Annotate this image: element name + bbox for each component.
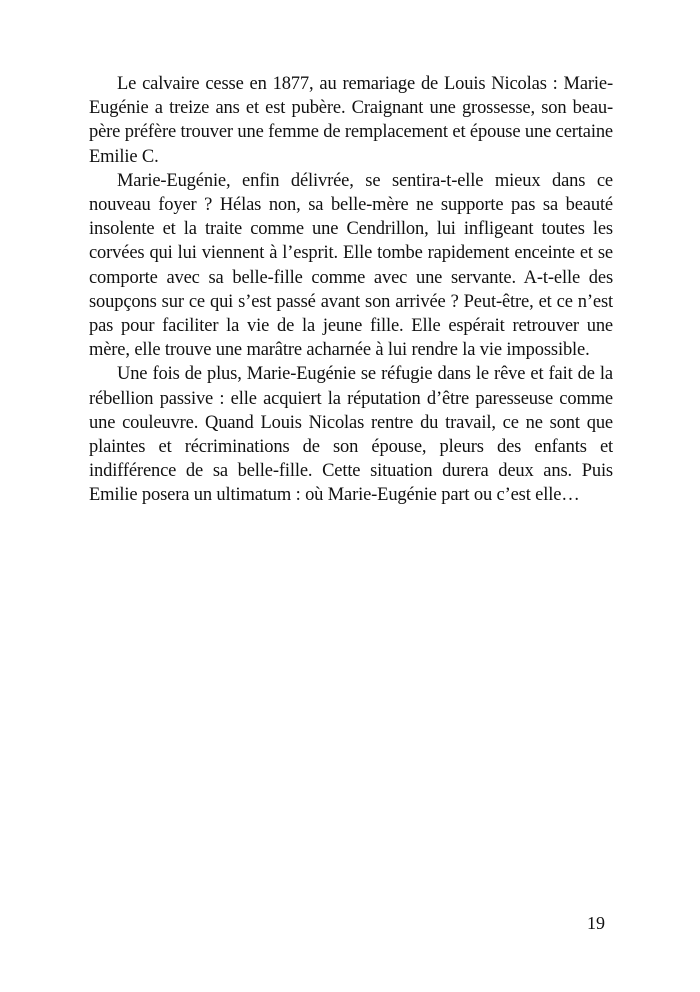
paragraph: Le calvaire cesse en 1877, au remariage de Louis Nicolas : Marie-Eugénie a treize ans et est pubère. Craignant une grossesse, son beau-père préfère trouver une femme de remplacement et épouse une certaine Emilie C. (89, 74, 613, 167)
page-number: 19 (587, 913, 605, 933)
body-text (89, 72, 613, 508)
paragraph: Marie-Eugénie, enfin délivrée, se sentira-t-elle mieux dans ce nouveau foyer ? Hélas non, sa belle-mère ne supporte pas sa beauté insolente et la traite comme une Cendrillon, lui infligeant toutes les corvées qui lui viennent à l’esprit. Elle tombe rapidement enceinte et se comporte avec sa belle-fille comme avec une servante. A-t-elle des soupçons sur ce qui s’est passé avant son arrivée ? Peut-être, et ce n’est pas pour faciliter la vie de la jeune fille. Elle espérait retrouver une mère, elle trouve une marâtre acharnée à lui rendre la vie impossible. (89, 170, 613, 361)
paragraph: Une fois de plus, Marie-Eugénie se réfugie dans le rêve et fait de la rébellion passive : elle acquiert la réputation d’être paresseuse comme une couleuvre. Quand Louis Nicolas rentre du travail, ce ne sont que plaintes et récriminations de son épouse, pleurs des enfants et indifférence de sa belle-fille. Cette situation durera deux ans. Puis Emilie posera un ultimatum : où Marie-Eugénie part ou c’est elle… (89, 364, 613, 506)
